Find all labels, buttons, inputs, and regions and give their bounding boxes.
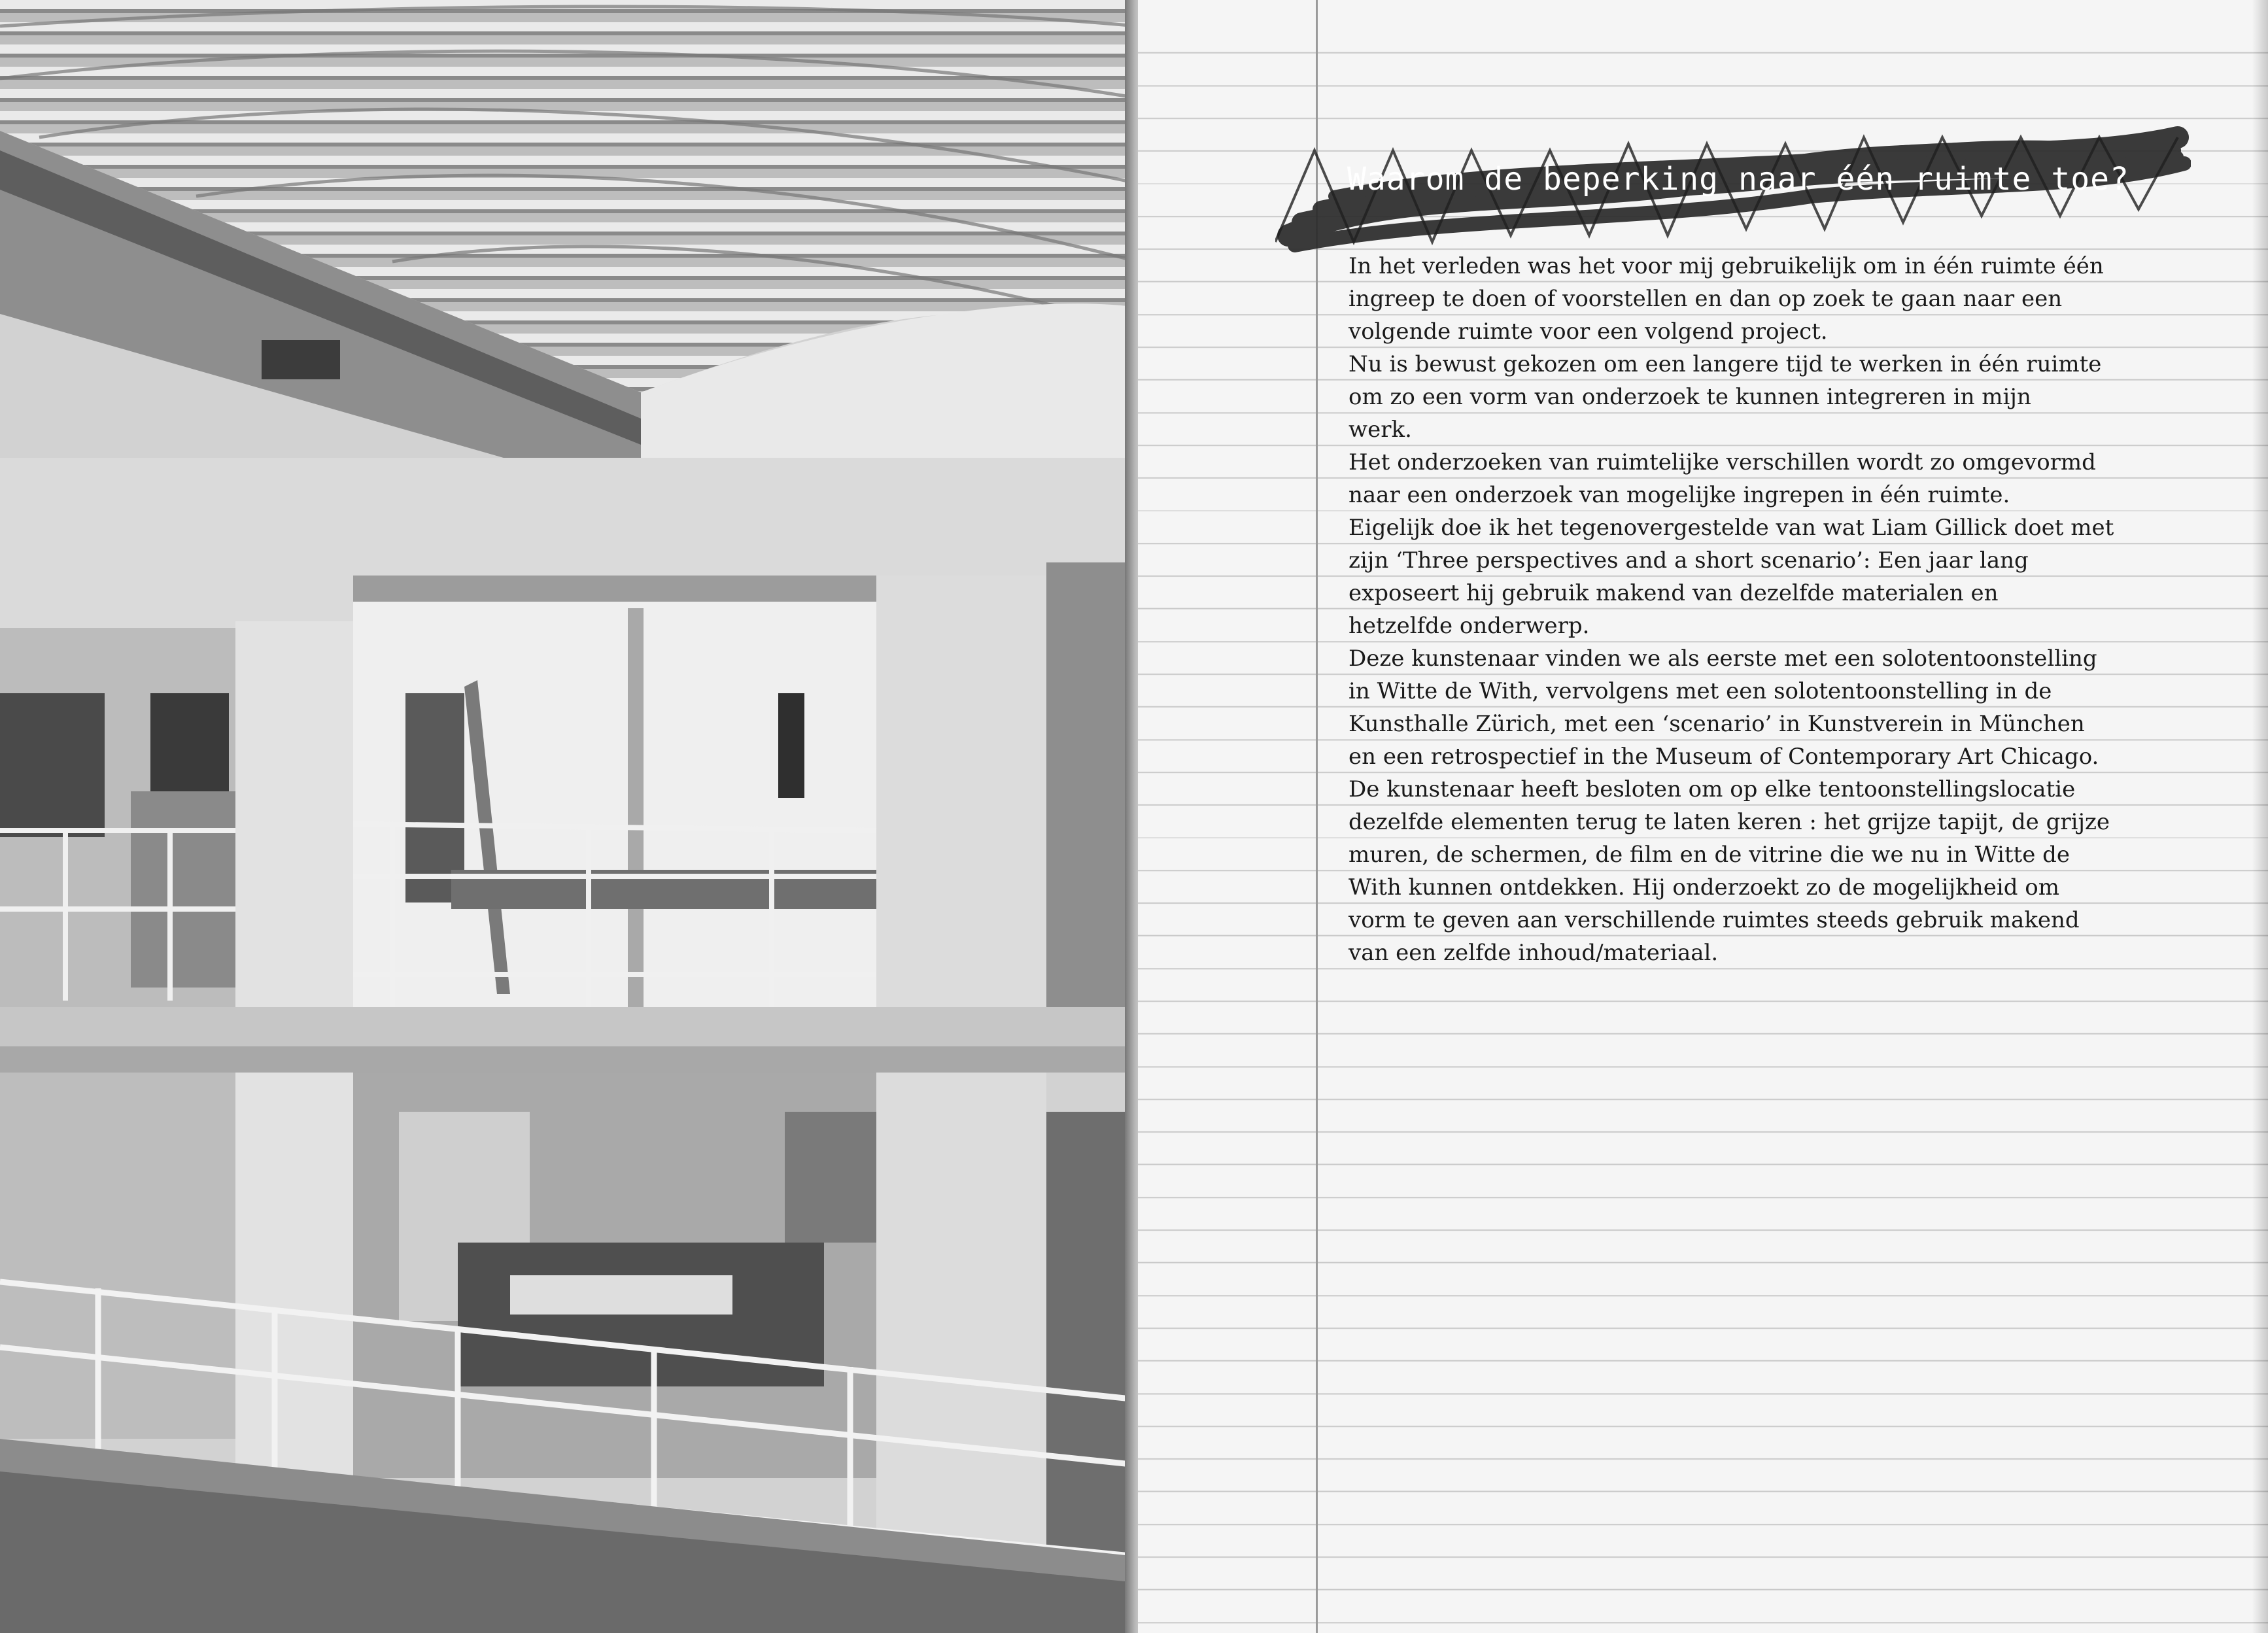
body-text-line: Het onderzoeken van ruimtelijke verschillen wordt zo omgevormd bbox=[1349, 449, 2096, 475]
body-text-line: dezelfde elementen terug te laten keren : het grijze tapijt, de grijze bbox=[1349, 809, 2110, 835]
body-text-line: Deze kunstenaar vinden we als eerste met een solotentoonstelling bbox=[1349, 645, 2097, 672]
body-text-line: van een zelfde inhoud/materiaal. bbox=[1349, 940, 1719, 966]
heading-block bbox=[1275, 124, 2191, 255]
page-heading: Waarom de beperking naar één ruimte toe? bbox=[1347, 161, 2129, 198]
body-text-line: exposeert hij gebruik makend van dezelfde materialen en bbox=[1349, 580, 1999, 606]
body-text-line: muren, de schermen, de film en de vitrine die we nu in Witte de bbox=[1349, 842, 2070, 868]
body-text-line: De kunstenaar heeft besloten om op elke tentoonstellingslocatie bbox=[1349, 776, 2076, 802]
body-text-line: Nu is bewust gekozen om een langere tijd te werken in één ruimte bbox=[1349, 351, 2102, 377]
body-text-line: Eigelijk doe ik het tegenovergestelde van wat Liam Gillick doet met bbox=[1349, 515, 2114, 541]
page-top-edge bbox=[1138, 0, 2268, 20]
page-edge-shadow bbox=[2252, 0, 2268, 1633]
body-text bbox=[1349, 250, 2225, 969]
body-text-line: zijn ‘Three perspectives and a short scenario’: Een jaar lang bbox=[1349, 547, 2029, 574]
body-text-line: om zo een vorm van onderzoek te kunnen integreren in mijn bbox=[1349, 384, 2031, 410]
body-text-line: In het verleden was het voor mij gebruikelijk om in één ruimte één bbox=[1349, 253, 2104, 279]
body-text-line: naar een onderzoek van mogelijke ingrepen in één ruimte. bbox=[1349, 482, 2010, 508]
body-text-line: ingreep te doen of voorstellen en dan op zoek te gaan naar een bbox=[1349, 286, 2063, 312]
body-text-line: werk. bbox=[1349, 417, 1412, 443]
body-text-line: en een retrospectief in the Museum of Contemporary Art Chicago. bbox=[1349, 744, 2099, 770]
body-text-line: hetzelfde onderwerp. bbox=[1349, 613, 1590, 639]
body-text-line: vorm te geven aan verschillende ruimtes steeds gebruik makend bbox=[1349, 907, 2080, 933]
body-text-line: in Witte de With, vervolgens met een solotentoonstelling in de bbox=[1349, 678, 2052, 704]
body-text-line: Kunsthalle Zürich, met een ‘scenario’ in Kunstverein in München bbox=[1349, 711, 2085, 737]
body-text-line: volgende ruimte voor een volgend project. bbox=[1349, 318, 1828, 345]
body-text-line: With kunnen ontdekken. Hij onderzoekt zo de mogelijkheid om bbox=[1349, 874, 2059, 901]
